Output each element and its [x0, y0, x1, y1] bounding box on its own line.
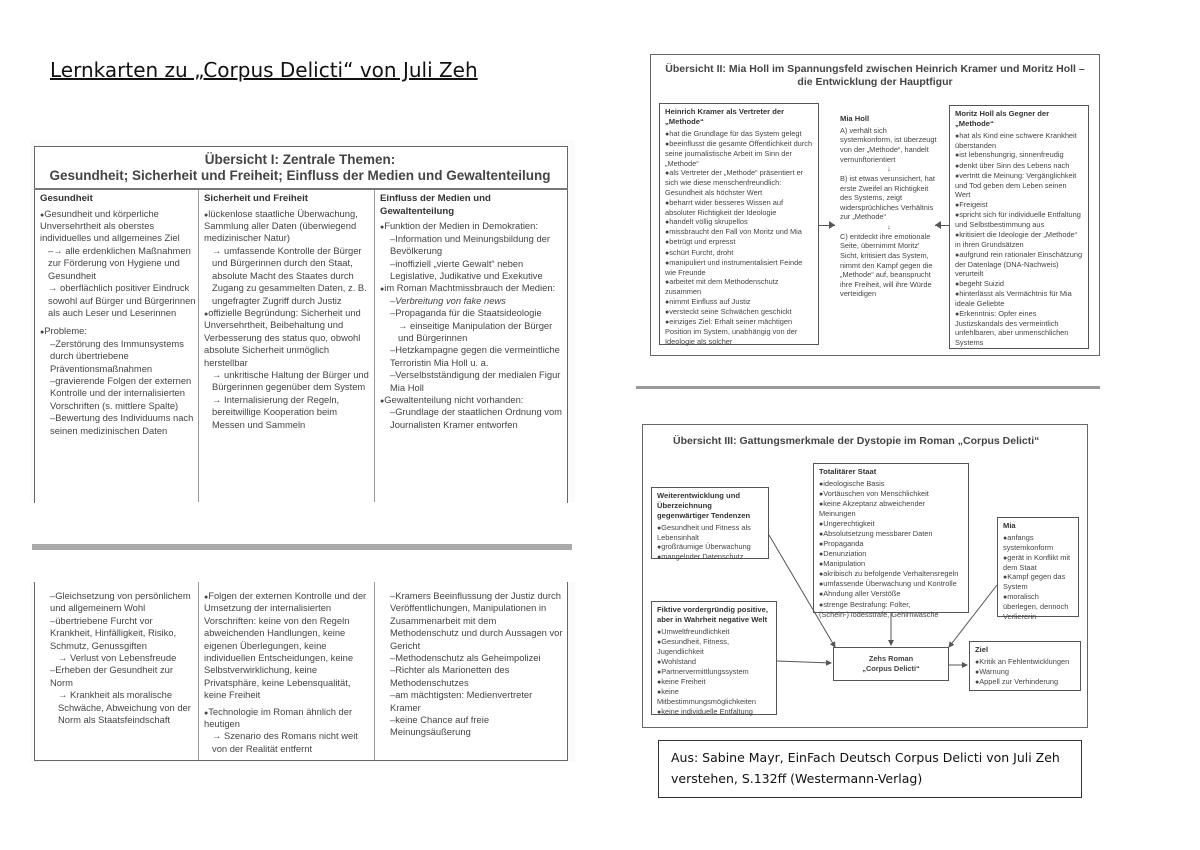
col1-item: → Krankheit als moralische Schwäche, Abweichung von der Norm als Staatsfeindschaft [58, 689, 191, 726]
moritz-item: ● denkt über Sinn des Lebens nach [955, 161, 1083, 171]
mia-stage-c: C) entdeckt ihre emotionale Seite, übernimmt Moritz' Sicht, kritisiert das System, nimmt den Kampf gegen die „Methode“ auf, beansprucht ihre Freiheit, will ihre Würde verteidigen [840, 231, 933, 299]
state-heading: Totalitärer Staat [819, 467, 877, 476]
state-item: ● Vortäuschen von Menschlichkeit [819, 489, 963, 499]
world-item: ● Gesundheit, Fitness, Jugendlichkeit [657, 637, 771, 657]
col3-item: – Kramers Beeinflussung der Justiz durch Veröffentlichungen, Manipulationen in Zusammenarbeit mit dem Methodenschutz und durch Aussagen vor Gericht [380, 590, 564, 652]
source-line2: verstehen, S.132ff (Westermann-Verlag) [671, 771, 923, 787]
moritz-box [949, 105, 1089, 349]
trends-item: ● Gesundheit und Fitness als Lebensinhalt [657, 523, 763, 543]
arrow-world-to-novel [777, 661, 831, 663]
col3-item: – Verselbstständigung der medialen Figur Mia Holl [380, 369, 564, 394]
overview1-col2-bottom [204, 590, 370, 755]
col3-item: – Information und Meinungsbildung der Bevölkerung [380, 233, 564, 258]
mia-arrow-down-icon: ↓ [887, 222, 891, 232]
col2-item: → unkritische Haltung der Bürger und Bürgerinnen gegenüber dem System [212, 368, 369, 393]
goal-heading: Ziel [975, 645, 989, 654]
kramer-item: ● betrügt und erpresst [665, 237, 813, 247]
kramer-box [659, 103, 819, 345]
moritz-item: ● begeht Suizid [955, 279, 1083, 289]
overview1-title [40, 152, 560, 184]
col1-item: → Verlust von Lebensfreude [58, 652, 177, 664]
kramer-item: ● versteckt seine Schwächen geschickt [665, 307, 813, 317]
overview1-col-divider-1 [198, 190, 199, 502]
kramer-item: ● beharrt wider besseres Wissen auf absoluter Richtigkeit der Ideologie [665, 198, 813, 218]
state-item: ● keine Akzeptanz abweichender Meinungen [819, 499, 963, 519]
col2-heading: Sicherheit und Freiheit [204, 193, 308, 204]
goal-item: ● Kritik an Fehlentwicklungen [975, 657, 1075, 667]
col3-item: – Hetzkampagne gegen die vermeintliche Terroristin Mia Holl u. a. [380, 344, 564, 369]
goal-item: ● Warnung [975, 667, 1075, 677]
overview1-col1-bottom [40, 590, 196, 726]
overview1-title-line1: Übersicht I: Zentrale Themen: [204, 152, 396, 167]
col3-item: ● Funktion der Medien in Demokratien: [380, 220, 564, 232]
kramer-item: ● schürt Furcht, droht [665, 248, 813, 258]
world-item: ● Umweltfreundlichkeit [657, 627, 771, 637]
source-citation [658, 740, 1082, 798]
arrow-moritz-to-mia-head [935, 221, 941, 229]
trends-item: ● großräumige Überwachung [657, 542, 763, 552]
col3-item: ● im Roman Machtmissbrauch der Medien: [380, 282, 564, 294]
col1-item: – gravierende Folgen der externen Kontrolle und der internalisierten Vorschriften (s. mittlere Spalte) [40, 375, 196, 412]
kramer-heading: Heinrich Kramer als Vertreter der „Methode“ [665, 107, 785, 126]
col1-item: – → alle erdenklichen Maßnahmen zur Förderung von Hygiene und Gesundheit [40, 245, 196, 282]
kramer-item: ● einziges Ziel: Erhalt seiner mächtigen Position im System, unabhängig von der Ideologie als solcher [665, 317, 813, 346]
overview1-top-scan [30, 140, 575, 502]
world-item: ● keine Mitbestimmungsmöglichkeiten [657, 687, 771, 707]
kramer-item: ● als Vertreter der „Methode“ präsentiert er sich wie diese menschenfreundlich: Gesundheit als höchster Wert [665, 168, 813, 197]
overview1-col3-bottom [380, 590, 564, 739]
world-heading: Fiktive vordergründig positive, aber in Wahrheit negative Welt [657, 605, 768, 624]
col2-item: → Szenario des Romans nicht weit von der Realität entfernt [212, 730, 358, 754]
mia-stage-b: B) ist etwas verunsichert, hat erste Zweifel an Richtigkeit des Systems, zeigt widersprüchliches Verhältnis zur „Methode“ [840, 173, 935, 222]
col1-item: – übertriebene Furcht vor Krankheit, Hinfälligkeit, Risiko, Schmutz, Genussgiften [40, 615, 196, 652]
col3-item: – Propaganda für die Staatsideologie [380, 307, 564, 319]
mia3-item: ● Kampf gegen das System [1003, 572, 1073, 592]
overview1-bottom-divider-2 [374, 582, 375, 760]
mia3-item: ● gerät in Konflikt mit dem Staat [1003, 553, 1073, 573]
mia-stage-a: A) verhält sich systemkonform, ist überzeugt von der „Methode“, handelt vernunftorientiert [840, 125, 937, 164]
world-item: ● Wohlstand [657, 657, 771, 667]
col3-item: – Grundlage der staatlichen Ordnung vom Journalisten Kramer entworfen [380, 406, 564, 431]
moritz-item: ● kritisiert die Ideologie der „Methode“ in ihren Grundsätzen [955, 230, 1083, 250]
state-item: ● Absolutsetzung messbarer Daten [819, 529, 963, 539]
moritz-item: ● hat als Kind eine schwere Krankheit überstanden [955, 131, 1083, 151]
novel-label-line2: „Corpus Delicti“ [862, 663, 920, 673]
overview2-title-line1: Übersicht II: Mia Holl im Spannungsfeld zwischen Heinrich Kramer und Moritz Holl – [665, 63, 1085, 75]
overview1-title-line2: Gesundheit; Sicherheit und Freiheit; Einfluss der Medien und Gewaltenteilung [49, 168, 551, 184]
state-item: ● strenge Bestrafung: Folter, (Schein-)Todesstrafe, Gehirnwäsche [819, 600, 963, 620]
overview1-col3-top [380, 193, 564, 431]
world-item: ● Partnervermittlungssystem [657, 667, 771, 677]
kramer-item: ● manipuliert und instrumentalisiert Feinde wie Freunde [665, 258, 813, 278]
state-item: ● Manipulation [819, 559, 963, 569]
novel-label-line1: Zehs Roman [868, 654, 914, 663]
col3-item: → einseitige Manipulation der Bürger und Bürgerinnen [398, 319, 553, 343]
col2-item: → Internalisierung der Regeln, bereitwillige Kooperation beim Messen und Sammeln [212, 393, 340, 430]
state-item: ● Ungerechtigkeit [819, 519, 963, 529]
arrow-trends-to-novel [769, 535, 835, 647]
mia3-heading: Mia [1003, 521, 1016, 530]
overview1-bottom-divider-1 [198, 582, 199, 760]
col1-item: – Zerstörung des Immunsystems durch übertriebene Präventionsmaßnahmen [40, 338, 196, 375]
state-item: ● akribisch zu befolgende Verhaltensregeln [819, 569, 963, 579]
mia3-item: ● moralisch überlegen, dennoch Verliererin [1003, 592, 1073, 621]
col2-item: ● Technologie im Roman ähnlich der heutigen [204, 706, 370, 731]
col3-item: – am mächtigsten: Medienvertreter Kramer [380, 689, 564, 714]
trends-item: ● mangelnder Datenschutz [657, 552, 763, 562]
moritz-item: ● spricht sich für individuelle Entfaltung und Selbstbestimmung aus [955, 210, 1083, 230]
col3-item: ● Gewaltenteilung nicht vorhanden: [380, 394, 564, 406]
trends-heading: Weiterentwicklung und Überzeichnung gegenwärtiger Tendenzen [657, 491, 751, 520]
col1-heading: Gesundheit [40, 193, 93, 204]
col1-item: ● Probleme: [40, 325, 196, 337]
overview3-title: Übersicht III: Gattungsmerkmale der Dystopie im Roman „Corpus Delicti“ [673, 435, 1040, 447]
col3-item: – inoffiziell „vierte Gewalt“ neben Legislative, Judikative und Exekutive [380, 258, 564, 283]
col2-item: ● Folgen der externen Kontrolle und der Umsetzung der internalisierten Vorschriften: keine von den Regeln abweichenden Handlungen, keine eigenen Überlegungen, keine individuellen Entscheidungen, keine Selbstverwirklichung, keine Privatsphäre, keine Lebensqualität, keine Freiheit [204, 590, 370, 702]
mia3-item: ● anfangs systemkonform [1003, 533, 1073, 553]
moritz-item: ● Freigeist [955, 200, 1083, 210]
col3-item: – keine Chance auf freie Meinungsäußerung [380, 714, 564, 739]
col1-item: ● Gesundheit und körperliche Unversehrtheit als oberstes individuelles und allgemeines Ziel [40, 208, 196, 245]
overview1-cut-line [32, 544, 572, 550]
overview1-col-divider-2 [374, 190, 375, 502]
kramer-item: ● missbraucht den Fall von Moritz und Mia [665, 227, 813, 237]
mia-box [835, 111, 943, 347]
page-title: Lernkarten zu „Corpus Delicti“ von Juli Zeh [50, 58, 478, 82]
moritz-item: ● aufgrund rein rationaler Einschätzung der Datenlage (DNA-Nachweis) verurteilt [955, 250, 1083, 279]
overview3-frame [642, 424, 1088, 728]
overview1-bottom-scan [30, 582, 575, 762]
state-item: ● Denunziation [819, 549, 963, 559]
state-item: ● Propaganda [819, 539, 963, 549]
moritz-item: ● vertritt die Meinung: Vergänglichkeit und Tod geben dem Leben seinen Wert [955, 171, 1083, 200]
kramer-item: ● arbeitet mit dem Methodenschutz zusammen [665, 277, 813, 297]
col2-item: ● lückenlose staatliche Überwachung, Sammlung aller Daten (überwiegend medizinischer Natur) [204, 208, 370, 245]
arrow-mia-to-novel [949, 585, 997, 647]
col3-item: – Richter als Marionetten des Methodenschutzes [380, 664, 564, 689]
overview1-col1-top [40, 193, 196, 437]
mia-heading: Mia Holl [840, 114, 870, 123]
overview2-title [657, 63, 1093, 88]
world-item: ● keine individuelle Entfaltung [657, 707, 771, 717]
mia-arrow-down-icon: ↓ [887, 164, 891, 174]
overview2-frame [650, 54, 1100, 356]
right-cut-line [636, 386, 1100, 389]
overview3-arrows [643, 425, 1087, 727]
state-item: ● umfassende Überwachung und Kontrolle [819, 579, 963, 589]
kramer-item: ● nimmt Einfluss auf Justiz [665, 297, 813, 307]
goal-item: ● Appell zur Verhinderung [975, 677, 1075, 687]
col1-item: – Gleichsetzung von persönlichem und allgemeinem Wohl [40, 590, 196, 615]
moritz-item: ● ist lebenshungrig, sinnenfreudig [955, 150, 1083, 160]
kramer-item: ● handelt völlig skrupellos [665, 217, 813, 227]
world-item: ● keine Freiheit [657, 677, 771, 687]
col3-item: – Verbreitung von fake news [380, 295, 564, 307]
col3-item: – Methodenschutz als Geheimpolizei [380, 652, 564, 664]
state-item: ● Ahndung aller Verstöße [819, 589, 963, 599]
col3-heading: Einfluss der Medien und Gewaltenteilung [380, 193, 491, 217]
overview1-header-rule [34, 188, 568, 190]
col2-item: ● offizielle Begründung: Sicherheit und Unversehrtheit, Beibehaltung und Verbesserung des status quo, obwohl absolute Sicherheit unmöglich herstellbar [204, 307, 370, 369]
source-line1: Aus: Sabine Mayr, EinFach Deutsch Corpus Delicti von Juli Zeh [671, 750, 1060, 765]
overview1-col2-top [204, 193, 370, 431]
col1-item: → oberflächlich positiver Eindruck sowohl auf Bürger und Bürgerinnen als auch Leser und Leserinnen [48, 282, 196, 318]
moritz-item: ● hinterlässt als Vermächtnis für Mia ideale Geliebte [955, 289, 1083, 309]
state-item: ● ideologische Basis [819, 479, 963, 489]
col1-item: – Bewertung des Individuums nach seinen medizinischen Daten [40, 412, 196, 437]
moritz-item: ● Erkenntnis: Opfer eines Justizskandals des vermeintlich unfehlbaren, aber unmenschlichen Systems [955, 309, 1083, 348]
moritz-heading: Moritz Holl als Gegner der „Methode“ [955, 109, 1050, 128]
col2-item: → umfassende Kontrolle der Bürger und Bürgerinnen durch den Staat, absolute Macht des Staates durch Zugang zu gesammelten Daten, z. B. ungefragter Zugriff durch Justiz [212, 244, 367, 306]
kramer-item: ● hat die Grundlage für das System gelegt [665, 129, 813, 139]
col1-item: – Erheben der Gesundheit zur Norm [40, 664, 196, 689]
overview2-title-line2: die Entwicklung der Hauptfigur [797, 75, 953, 88]
kramer-item: ● beeinflusst die gesamte Öffentlichkeit durch seine journalistische Arbeit im Sinn der „Methode“ [665, 139, 813, 168]
